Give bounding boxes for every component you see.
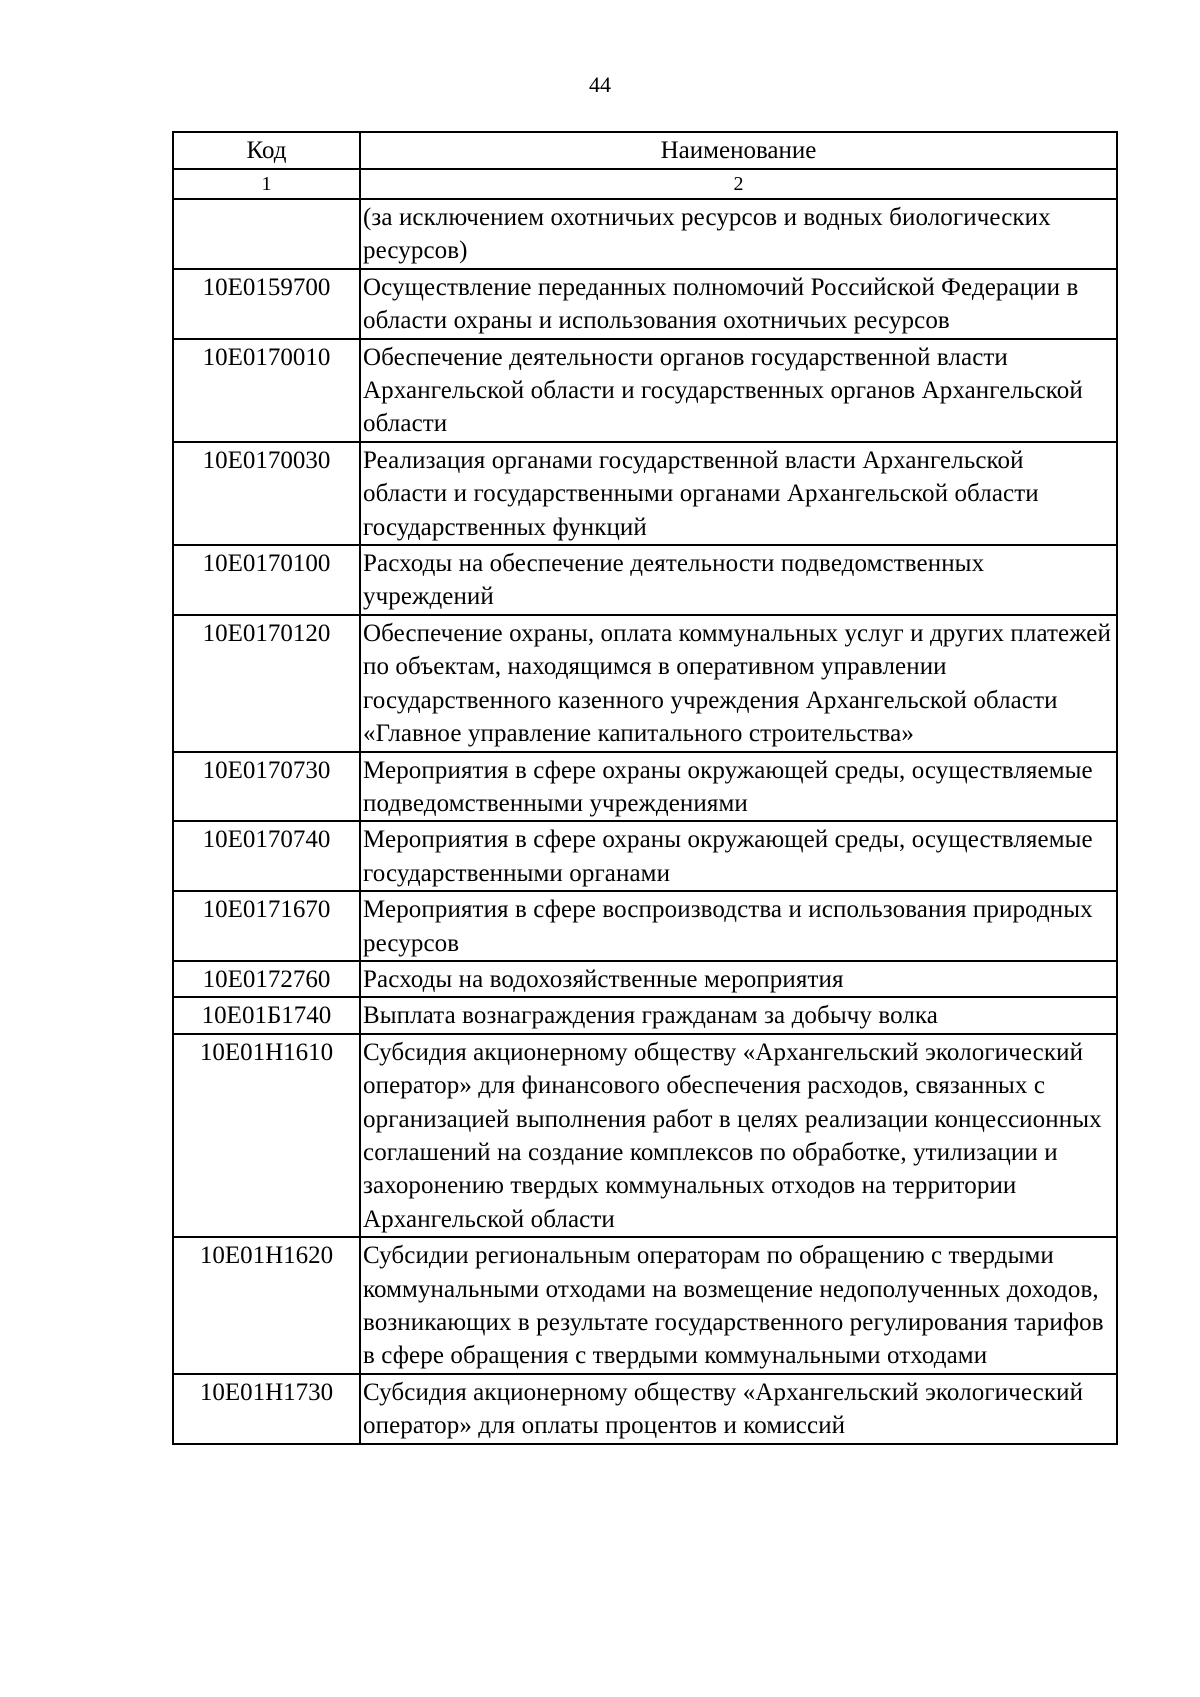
row-name: (за исключением охотничьих ресурсов и водных биологических ресурсов) [360,199,1117,269]
row-code: 10Е0159700 [173,269,360,339]
row-code: 10Е01Н1610 [173,1034,360,1237]
row-name: Расходы на обеспечение деятельности подведомственных учреждений [360,545,1117,615]
table-row [173,1034,1117,1237]
table-row [173,199,1117,269]
table-row [173,269,1117,339]
table-row [173,997,1117,1033]
row-name: Осуществление переданных полномочий Российской Федерации в области охраны и использования охотничьих ресурсов [360,269,1117,339]
table-row [173,442,1117,545]
row-code: 10Е0170740 [173,821,360,891]
row-name: Обеспечение деятельности органов государственной власти Архангельской области и государственных органов Архангельской области [360,339,1117,442]
table-row [173,821,1117,891]
table-row [173,891,1117,961]
column-number-row [173,169,1117,199]
row-code: 10Е01Н1620 [173,1237,360,1374]
budget-code-table [172,131,1118,1445]
row-code: 10Е0170030 [173,442,360,545]
column-number-name: 2 [360,169,1117,199]
row-name: Мероприятия в сфере охраны окружающей среды, осуществляемые государственными органами [360,821,1117,891]
header-name: Наименование [360,132,1117,169]
table-header-row [173,132,1117,169]
row-code: 10Е01Б1740 [173,997,360,1033]
row-name: Мероприятия в сфере охраны окружающей среды, осуществляемые подведомственными учреждениями [360,752,1117,822]
table-row [173,615,1117,752]
page-number: 44 [589,72,611,97]
row-code: 10Е01Н1730 [173,1374,360,1444]
table-row [173,752,1117,822]
row-name: Расходы на водохозяйственные мероприятия [360,961,1117,997]
row-code: 10Е0170120 [173,615,360,752]
row-code: 10Е0170730 [173,752,360,822]
row-code: 10Е0171670 [173,891,360,961]
table-row [173,1374,1117,1444]
header-code: Код [173,132,360,169]
row-name: Обеспечение охраны, оплата коммунальных услуг и других платежей по объектам, находящимся в оперативном управлении государственного казенного учреждения Архангельской области «Главное управление капитального строительства» [360,615,1117,752]
row-code: 10Е0170100 [173,545,360,615]
row-code: 10Е0172760 [173,961,360,997]
row-name: Субсидия акционерному обществу «Архангельский экологический оператор» для оплаты процентов и комиссий [360,1374,1117,1444]
row-name: Субсидия акционерному обществу «Архангельский экологический оператор» для финансового обеспечения расходов, связанных с организацией выполнения работ в целях реализации концессионных соглашений на создание комплексов по обработке, утилизации и захоронению твердых коммунальных отходов на территории Архангельской области [360,1034,1117,1237]
row-name: Выплата вознаграждения гражданам за добычу волка [360,997,1117,1033]
row-name: Мероприятия в сфере воспроизводства и использования природных ресурсов [360,891,1117,961]
row-code: 10Е0170010 [173,339,360,442]
row-name: Субсидии региональным операторам по обращению с твердыми коммунальными отходами на возмещение недополученных доходов, возникающих в результате государственного регулирования тарифов в сфере обращения с твердыми коммунальными отходами [360,1237,1117,1374]
table-row [173,961,1117,997]
table-row [173,545,1117,615]
row-name: Реализация органами государственной власти Архангельской области и государственными органами Архангельской области государственных функций [360,442,1117,545]
column-number-code: 1 [173,169,360,199]
row-code [173,199,360,269]
table-row [173,1237,1117,1374]
table-row [173,339,1117,442]
